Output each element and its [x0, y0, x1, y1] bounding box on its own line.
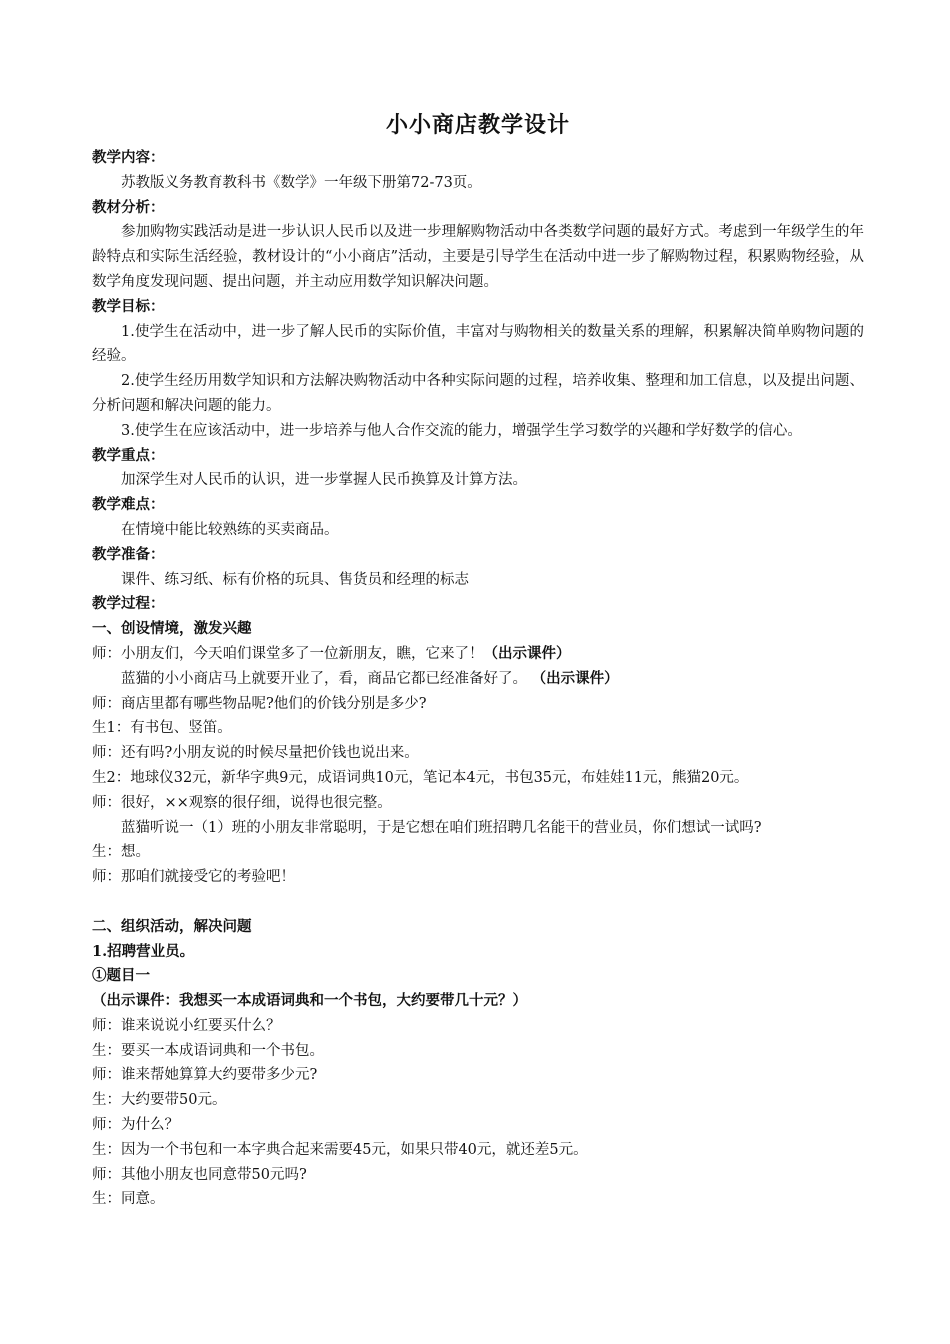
section-heading-process: 教学过程： [92, 595, 165, 613]
dialogue-text: 蓝猫的小小商店马上就要开业了，看，商品它都已经准备好了。 [121, 670, 532, 687]
dialogue-line: 师：谁来说说小红要买什么？ [92, 1017, 281, 1034]
dialogue-line: 生：想。 [92, 844, 150, 861]
key-text: 加深学生对人民币的认识，进一步掌握人民币换算及计算方法。 [121, 472, 527, 489]
dialogue-line: 生：要买一本成语词典和一个书包。 [92, 1042, 324, 1059]
dialogue-line: 师：谁来帮她算算大约要带多少元? [92, 1067, 318, 1084]
section-heading-difficulty: 教学难点： [92, 496, 165, 514]
dialogue-line: 生：大约要带50元。 [92, 1092, 227, 1109]
analysis-text: 参加购物实践活动是进一步认识人民币以及进一步理解购物活动中各类数学问题的最好方式。考虑到一年级学生的年龄特点和实际生活经验，教材设计的“小小商店”活动，主要是引导学生在活动中进一步了解购物过程，积累购物经验，从数学角度发现问题、提出问题，并主动应用数学知识解决问题。 [92, 224, 864, 290]
dialogue-text: 师：小朋友们，今天咱们课堂多了一位新朋友，瞧，它来了！ [92, 645, 484, 662]
prep-text: 课件、练习纸、标有价格的玩具、售货员和经理的标志 [121, 571, 469, 588]
section-heading-content: 教学内容： [92, 149, 165, 166]
question-heading: ①题目一 [92, 967, 150, 985]
section2-heading: 二、组织活动，解决问题 [92, 917, 252, 935]
dialogue-line: 师：商店里都有哪些物品呢?他们的价钱分别是多少? [92, 695, 427, 712]
section-heading-goals: 教学目标： [92, 297, 165, 315]
dialogue-line: 师：那咱们就接受它的考验吧！ [92, 869, 295, 886]
content-text: 苏教版义务教育教科书《数学》一年级下册第72-73页。 [121, 174, 482, 191]
dialogue-line: 生：同意。 [92, 1191, 165, 1208]
dialogue-line: 生1：有书包、竖笛。 [92, 720, 232, 737]
subsection-heading: 1.招聘营业员。 [92, 942, 195, 960]
stage-direction: （出示课件） [483, 644, 571, 662]
goal-item: 2.使学生经历用数学知识和方法解决购物活动中各种实际问题的过程，培养收集、整理和加工信息，以及提出问题、分析问题和解决问题的能力。 [92, 373, 864, 414]
dialogue-line: 师：很好，××观察的很仔细，说得也很完整。 [92, 794, 392, 811]
dialogue-line: 生：因为一个书包和一本字典合起来需要45元，如果只带40元，就还差5元。 [92, 1141, 588, 1158]
blank-line [92, 890, 864, 915]
stage-direction: （出示课件） [531, 669, 619, 687]
dialogue-line: 师：其他小朋友也同意带50元吗? [92, 1166, 307, 1183]
difficulty-text: 在情境中能比较熟练的买卖商品。 [121, 521, 339, 538]
section-heading-key: 教学重点： [92, 446, 165, 464]
section-heading-analysis: 教材分析： [92, 198, 165, 216]
dialogue-line: 师：为什么？ [92, 1117, 179, 1134]
section-heading-prep: 教学准备： [92, 545, 165, 563]
dialogue-line [92, 642, 864, 667]
goal-item: 3.使学生在应该活动中，进一步培养与他人合作交流的能力，增强学生学习数学的兴趣和学好数学的信心。 [121, 422, 802, 439]
document-page [92, 106, 864, 1212]
section1-heading: 一、创设情境，激发兴趣 [92, 620, 252, 638]
question-prompt: （出示课件：我想买一本成语词典和一个书包，大约要带几十元？） [92, 992, 527, 1010]
dialogue-line [92, 667, 864, 692]
document-title: 小小商店教学设计 [385, 112, 570, 138]
dialogue-line: 生2：地球仪32元，新华字典9元，成语词典10元，笔记本4元，书包35元，布娃娃11元，熊猫20元。 [92, 769, 749, 786]
goal-item: 1.使学生在活动中，进一步了解人民币的实际价值，丰富对与购物相关的数量关系的理解，积累解决简单购物问题的经验。 [92, 323, 864, 365]
dialogue-line: 蓝猫听说一（1）班的小朋友非常聪明，于是它想在咱们班招聘几名能干的营业员，你们想试一试吗? [121, 819, 762, 836]
dialogue-line: 师：还有吗?小朋友说的时候尽量把价钱也说出来。 [92, 745, 419, 762]
